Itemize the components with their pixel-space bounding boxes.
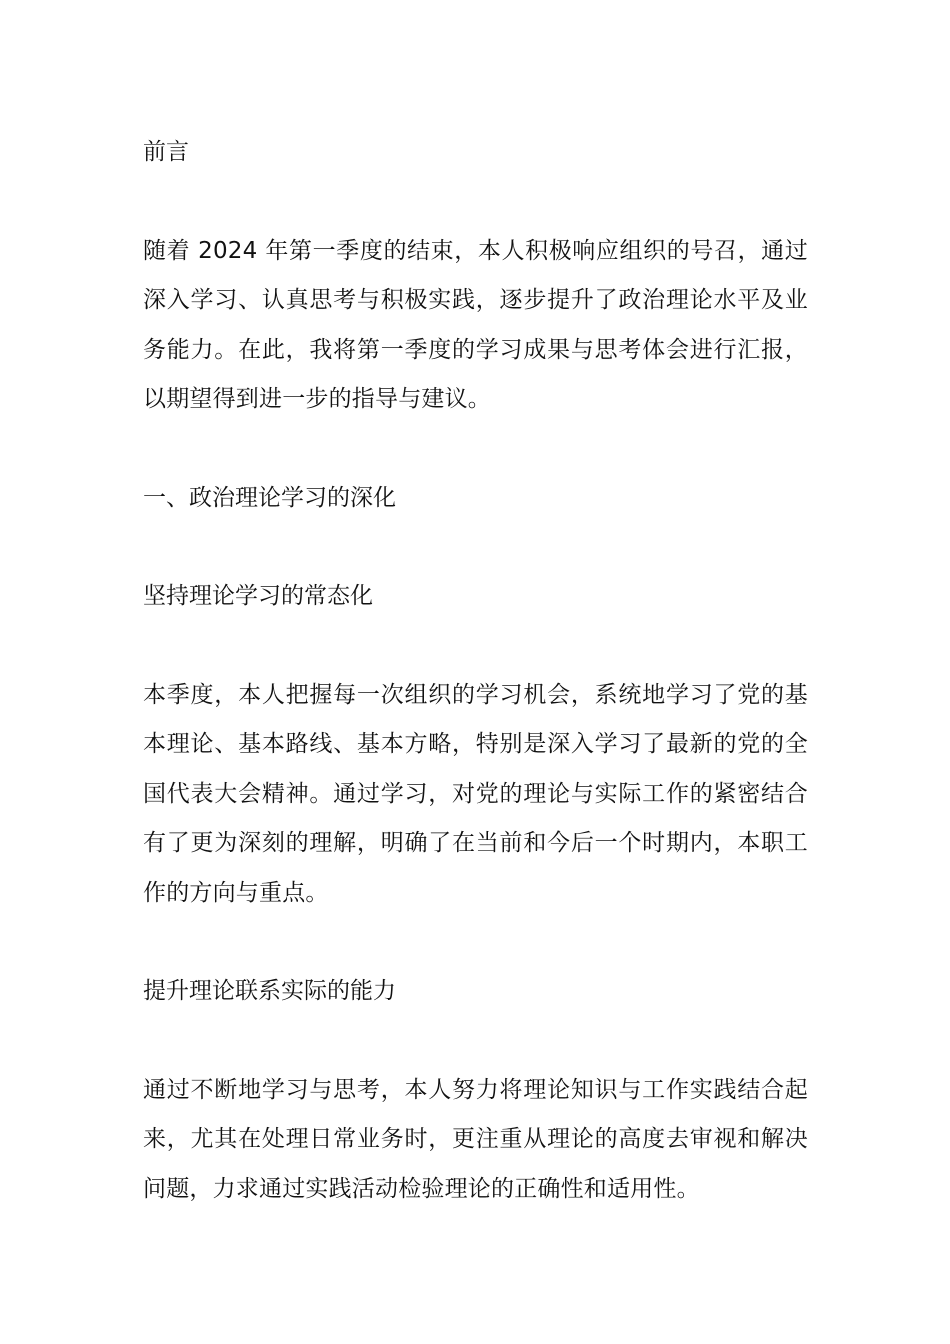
preface-paragraph: 随着 2024 年第一季度的结束，本人积极响应组织的号召，通过深入学习、认真思考与积极实践，逐步提升了政治理论水平及业务能力。在此，我将第一季度的学习成果与思考体会进行汇报，以期望得到进一步的指导与建议。 xyxy=(143,237,808,412)
spacer xyxy=(143,523,808,572)
subsection-heading: 提升理论联系实际的能力 xyxy=(143,978,396,1004)
spacer xyxy=(143,178,808,227)
document-body xyxy=(143,128,808,1214)
preface-heading: 前言 xyxy=(143,139,189,165)
subsection-heading: 坚持理论学习的常态化 xyxy=(143,583,373,609)
section-heading: 一、政治理论学习的深化 xyxy=(143,484,396,511)
subsection-paragraph: 本季度，本人把握每一次组织的学习机会，系统地学习了党的基本理论、基本路线、基本方略，特别是深入学习了最新的党的全国代表大会精神。通过学习，对党的理论与实际工作的紧密结合有了更为深刻的理解，明确了在当前和今后一个时期内，本职工作的方向与重点。 xyxy=(143,681,808,906)
spacer xyxy=(143,918,808,967)
spacer xyxy=(143,425,808,474)
spacer xyxy=(143,622,808,671)
subsection-paragraph: 通过不断地学习与思考，本人努力将理论知识与工作实践结合起来，尤其在处理日常业务时，更注重从理论的高度去审视和解决问题，力求通过实践活动检验理论的正确性和适用性。 xyxy=(143,1076,808,1202)
spacer xyxy=(143,1017,808,1066)
